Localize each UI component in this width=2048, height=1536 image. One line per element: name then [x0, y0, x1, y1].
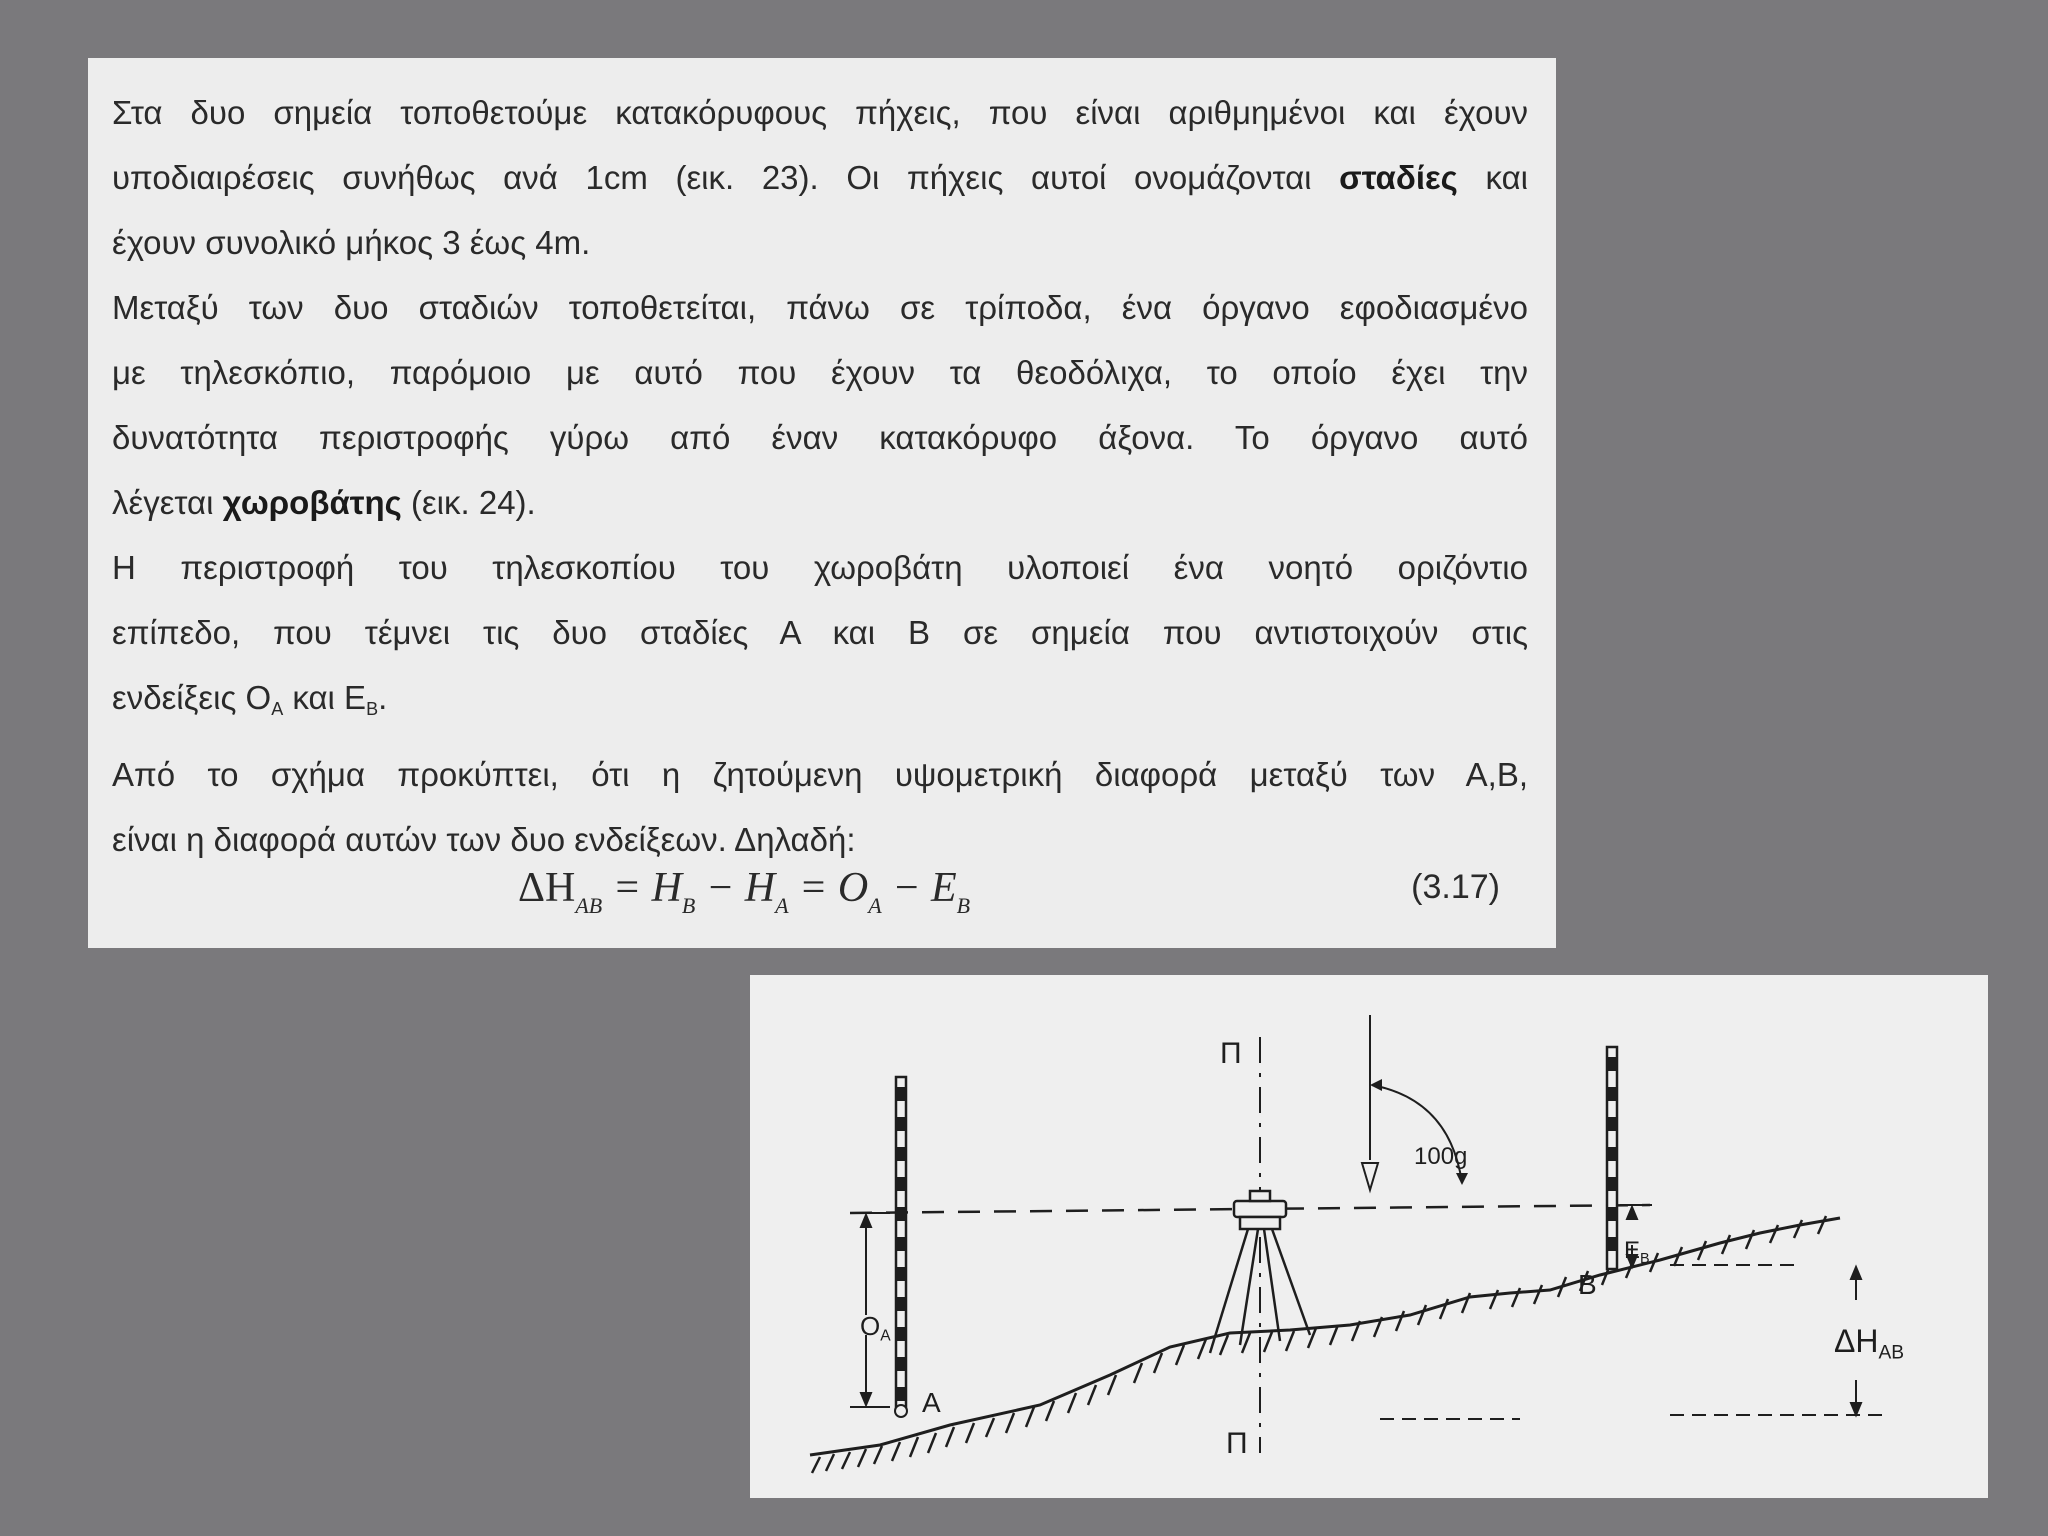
text-line: λέγεται χωροβάτης (εικ. 24).	[112, 484, 536, 521]
ground-line	[810, 1218, 1840, 1455]
equation: $\Delta H_{AB} = H_B - H_A = O_A - E_B$	[518, 865, 971, 918]
staff-b	[1607, 1047, 1617, 1269]
text-line: είναι η διαφορά αυτών των δυο ενδείξεων. Δηλαδή:	[112, 821, 856, 858]
dh-label: $\Delta H_{AB}$	[1834, 1323, 1905, 1364]
text-panel	[88, 58, 1556, 948]
point-b-label: B	[1578, 1269, 1597, 1300]
staff-a	[895, 1077, 907, 1417]
text-line: υποδιαιρέσεις συνήθως ανά 1cm (εικ. 23). Οι πήχεις αυτοί ονομάζονται σταδίες και	[112, 159, 1528, 196]
text-line: δυνατότητα περιστροφής γύρω από έναν κατακόρυφο άξονα. Το όργανο αυτό	[112, 419, 1528, 456]
text-line: έχουν συνολικό μήκος 3 έως 4m.	[112, 224, 591, 261]
oa-dimension	[850, 1213, 890, 1407]
paragraph-level	[112, 275, 1528, 535]
text-line: Μεταξύ των δυο σταδιών τοποθετείται, πάνω σε τρίποδα, ένα όργανο εφοδιασμένο	[112, 289, 1528, 326]
paragraph-staffs	[112, 80, 1528, 275]
level-instrument	[1234, 1191, 1286, 1229]
leveling-figure	[750, 975, 1988, 1498]
plumb-bob	[1362, 1015, 1378, 1190]
text-line: Από το σχήμα προκύπτει, ότι η ζητούμενη υψομετρική διαφορά μεταξύ των Α,Β,	[112, 756, 1528, 793]
equation-number: (3.17)	[1411, 868, 1500, 906]
oa-label: $O_A$	[860, 1311, 891, 1345]
text-line: επίπεδο, που τέμνει τις δυο σταδίες Α και Β σε σημεία που αντιστοιχούν στις	[112, 614, 1528, 651]
text-line: με τηλεσκόπιο, παρόμοιο με αυτό που έχουν τα θεοδόλιχα, το οποίο έχει την	[112, 354, 1528, 391]
angle-label: 100g	[1414, 1143, 1468, 1170]
paragraph-rotation	[112, 535, 1528, 742]
dh-dimension	[1380, 1265, 1890, 1419]
text-line: ενδείξεις $O_A$ και $E_B$.	[112, 679, 388, 719]
text-line: Στα δυο σημεία τοποθετούμε κατακόρυφους πήχεις, που είναι αριθμημένοι και έχουν	[112, 94, 1528, 131]
pi-bottom-label: Π	[1226, 1427, 1248, 1460]
formula-row	[88, 864, 1556, 934]
leveling-diagram	[750, 975, 1988, 1498]
paragraph-conclusion	[112, 742, 1528, 872]
text-line: Η περιστροφή του τηλεσκοπίου του χωροβάτη υλοποιεί ένα νοητό οριζόντιο	[112, 549, 1528, 586]
term-stadies: σταδίες	[1339, 159, 1458, 196]
term-chorovatis: χωροβάτης	[222, 484, 402, 521]
eb-label: $E_B$	[1624, 1237, 1650, 1268]
pi-top-label: Π	[1220, 1037, 1242, 1070]
point-a-label: A	[922, 1387, 941, 1418]
